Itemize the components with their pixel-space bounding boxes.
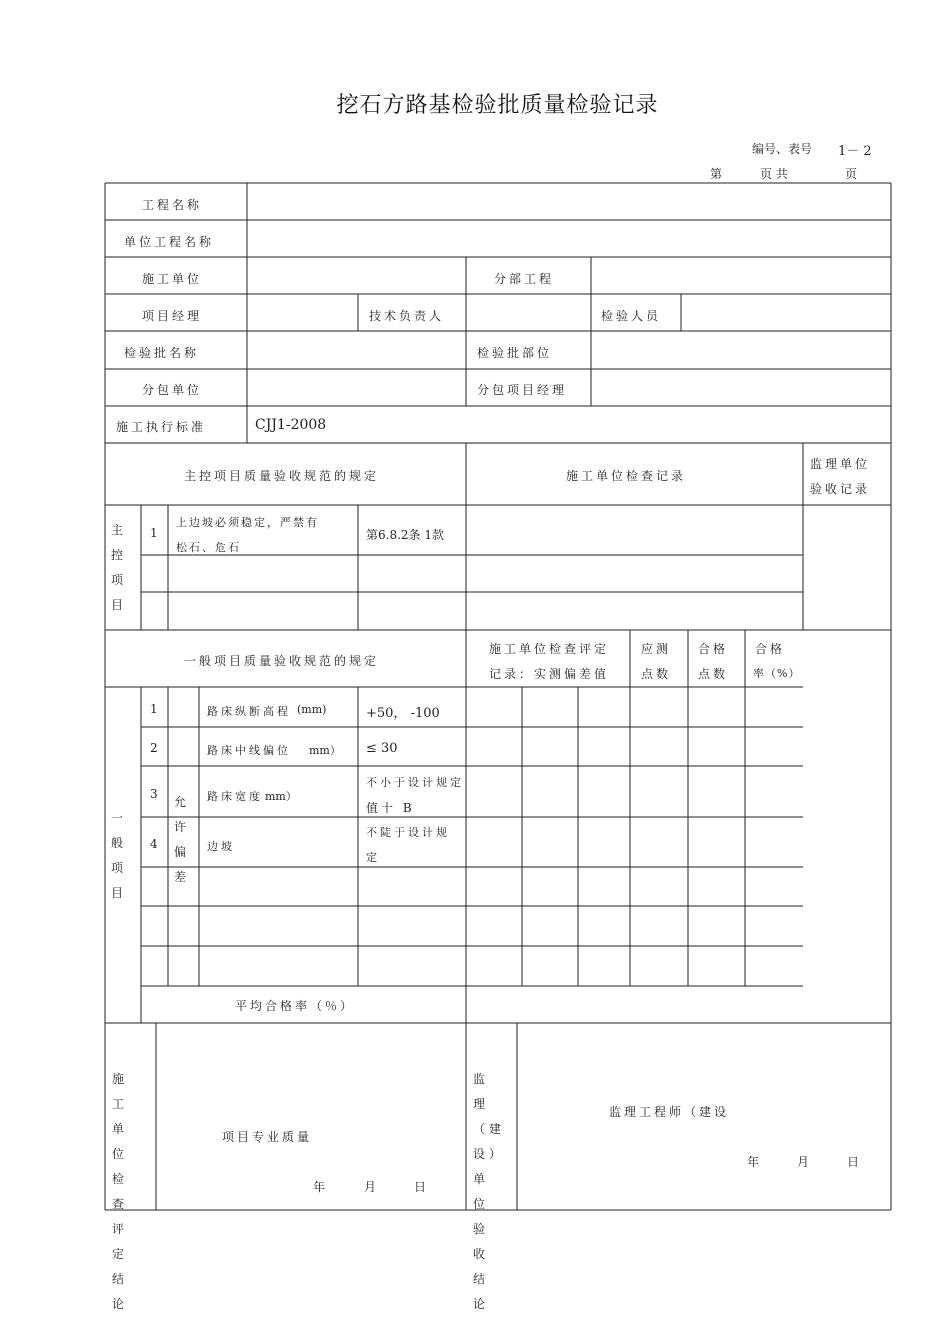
general-item-4-spec-line2: 定 — [366, 851, 380, 864]
page-label-ye: 页 — [845, 167, 858, 181]
subcontractor-label: 分包单位 — [142, 383, 203, 397]
general-record-header-line2: 记录：实测偏差值 — [489, 667, 610, 681]
general-item-2-spec: ≤ 30 — [366, 741, 398, 756]
general-item-3-no: 3 — [150, 787, 158, 801]
general-record-header-line1: 施工单位检查评定 — [489, 642, 610, 656]
general-item-2-no: 2 — [150, 741, 158, 755]
construction-date-year: 年 — [313, 1180, 329, 1194]
division-project-label: 分部工程 — [494, 272, 555, 286]
general-item-3-name: 路床宽度 — [207, 790, 263, 803]
inspection-lot-name-label: 检验批名称 — [124, 346, 200, 360]
construction-quality-signature: 项目专业质量 — [222, 1130, 313, 1144]
supervision-header-line1: 监理单位 — [810, 457, 871, 471]
main-control-item-spec: 第6.8.2条 1款 — [366, 528, 444, 542]
construction-record-header: 施工单位检查记录 — [566, 469, 687, 483]
general-item-1-spec: +50， -100 — [366, 706, 440, 721]
project-manager-label: 项目经理 — [142, 309, 203, 323]
form-number-label: 编号、表号 — [752, 142, 813, 156]
construction-date-month: 月 — [364, 1180, 380, 1194]
general-item-1-unit: (mm) — [297, 703, 327, 716]
general-item-4-name: 边坡 — [207, 840, 235, 853]
inspection-lot-part-label: 检验批部位 — [477, 346, 553, 360]
supervision-conclusion-label: 监理（建设）单位验收结论 — [473, 1072, 506, 1311]
col-qualified-points-line1: 合格 — [698, 642, 729, 656]
standard-label: 施工执行标准 — [116, 420, 207, 434]
tolerance-sub-label: 允许偏差 — [173, 795, 186, 884]
project-name-label: 工程名称 — [142, 198, 203, 212]
general-item-1-name: 路床纵断高程 — [207, 705, 291, 718]
technical-lead-label: 技术负责人 — [369, 309, 445, 323]
col-pass-rate-line1: 合格 — [755, 642, 786, 656]
general-item-4-no: 4 — [150, 837, 158, 851]
supervision-date-day: 日 — [847, 1155, 863, 1169]
general-item-3-spec-line1: 不小于设计规定 — [366, 776, 464, 789]
supervision-engineer-signature: 监理工程师（建设 — [609, 1105, 730, 1119]
main-control-group-label: 主控项目 — [110, 523, 123, 612]
construction-date-day: 日 — [414, 1180, 430, 1194]
general-group-label: 一般项目 — [110, 811, 123, 900]
construction-conclusion-label: 施工单位检查评定结论 — [112, 1072, 129, 1311]
col-qualified-points-line2: 点数 — [698, 667, 729, 681]
general-item-3-unit: mm） — [265, 790, 297, 803]
col-measured-points-line2: 点数 — [641, 667, 672, 681]
general-item-1-no: 1 — [150, 702, 158, 716]
main-control-item-text-line2: 松石、危石 — [176, 541, 241, 554]
form-number-value: 1－ 2 — [838, 144, 872, 159]
standard-value: CJJ1-2008 — [255, 417, 327, 433]
main-control-item-no: 1 — [150, 526, 158, 540]
supervision-header-line2: 验收记录 — [810, 482, 871, 496]
supervision-date-year: 年 — [747, 1155, 763, 1169]
subcontract-manager-label: 分包项目经理 — [477, 383, 568, 397]
main-control-item-text-line1: 上边坡必须稳定，严禁有 — [176, 516, 319, 529]
supervision-date-month: 月 — [797, 1155, 813, 1169]
average-pass-rate-label: 平均合格率（％） — [235, 999, 356, 1013]
main-control-spec-header: 主控项目质量验收规范的规定 — [184, 469, 380, 483]
checker-label: 检验人员 — [601, 309, 662, 323]
general-item-2-name: 路床中线偏位 — [207, 744, 291, 757]
general-item-3-spec-line2: 值十 B — [366, 801, 415, 815]
unit-project-label: 单位工程名称 — [124, 235, 215, 249]
document-title: 挖石方路基检验批质量检验记录 — [336, 93, 659, 118]
construction-unit-label: 施工单位 — [142, 272, 203, 286]
general-item-4-spec-line1: 不陡于设计规 — [366, 826, 450, 839]
page-label-di: 第 — [710, 167, 723, 181]
col-pass-rate-line2: 率（%） — [753, 667, 801, 680]
page-label-total: 页 共 — [760, 167, 788, 181]
general-spec-header: 一般项目质量验收规范的规定 — [184, 654, 380, 668]
col-measured-points-line1: 应测 — [641, 642, 672, 656]
general-item-2-unit: mm） — [309, 744, 341, 757]
